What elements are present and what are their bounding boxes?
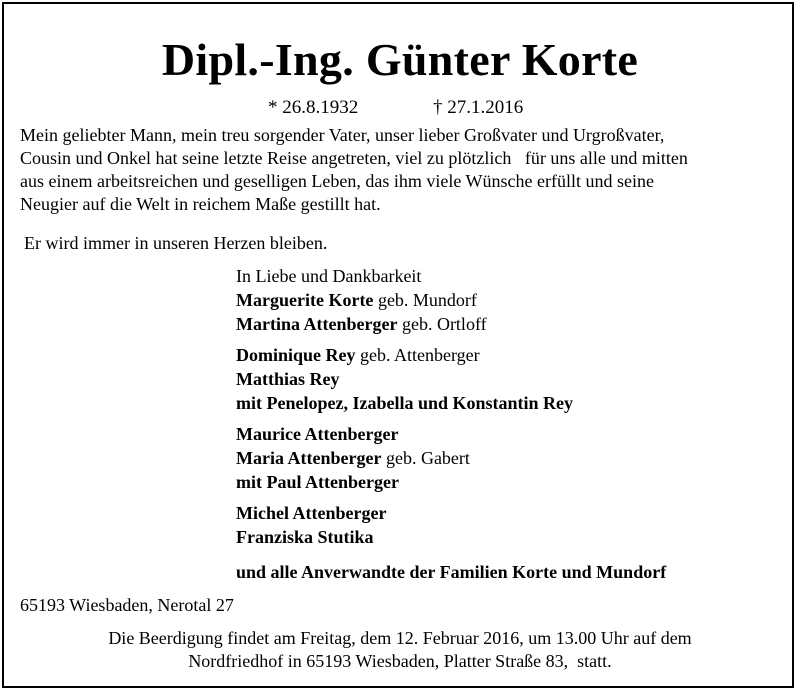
signatories-intro: In Liebe und Dankbarkeit [236, 266, 422, 286]
signatory-name: Matthias Rey [236, 369, 340, 389]
signatory [236, 501, 666, 525]
funeral-info [0, 627, 800, 673]
signatory [236, 446, 666, 470]
signatory-name: Dominique Rey [236, 345, 356, 365]
birth-date: * 26.8.1932 [268, 97, 359, 118]
signatory [236, 525, 666, 549]
signatory-note: geb. Gabert [381, 448, 470, 468]
signatory-name: Maurice Attenberger [236, 424, 399, 444]
obituary-line: Neugier auf die Welt in reichem Maße gestillt hat. [20, 194, 381, 214]
signatory-name: mit Paul Attenberger [236, 472, 399, 492]
signatory [236, 312, 666, 336]
funeral-line: Die Beerdigung findet am Freitag, dem 12. Februar 2016, um 13.00 Uhr auf dem [108, 628, 692, 648]
signatory-name: Marguerite Korte [236, 290, 374, 310]
signatory [236, 470, 666, 494]
signatory [236, 422, 666, 446]
obituary-line: Mein geliebter Mann, mein treu sorgender Vater, unser lieber Großvater und Urgroßvater, [20, 125, 665, 145]
signatories-block [236, 264, 666, 584]
signatory [236, 343, 666, 367]
signatory [236, 560, 666, 584]
signatory-name: Franziska Stutika [236, 527, 374, 547]
signatory [236, 367, 666, 391]
family-address: 65193 Wiesbaden, Nerotal 27 [20, 595, 234, 615]
signatory-note: geb. Ortloff [397, 314, 487, 334]
signatory-name: Martina Attenberger [236, 314, 398, 334]
obituary-line: aus einem arbeitsreichen und geselligen Leben, das ihm viele Wünsche erfüllt und seine [20, 171, 654, 191]
signatory-note: geb. Attenberger [355, 345, 480, 365]
signatory-name: und alle Anverwandte der Familien Korte und Mundorf [236, 562, 667, 582]
signatory-note: geb. Mundorf [373, 290, 477, 310]
signatory-name: mit Penelopez, Izabella und Konstantin Rey [236, 393, 574, 413]
signatory-name: Maria Attenberger [236, 448, 382, 468]
obituary-text [20, 124, 790, 216]
remembrance-line: Er wird immer in unseren Herzen bleiben. [24, 233, 328, 253]
signatory [236, 391, 666, 415]
death-date: † 27.1.2016 [433, 97, 524, 118]
obituary-line: Cousin und Onkel hat seine letzte Reise angetreten, viel zu plötzlich für uns alle und mitten [20, 148, 688, 168]
funeral-line: Nordfriedhof in 65193 Wiesbaden, Platter Straße 83, statt. [188, 651, 612, 671]
deceased-name: Dipl.-Ing. Günter Korte [161, 34, 639, 85]
signatory-name: Michel Attenberger [236, 503, 387, 523]
signatory [236, 288, 666, 312]
